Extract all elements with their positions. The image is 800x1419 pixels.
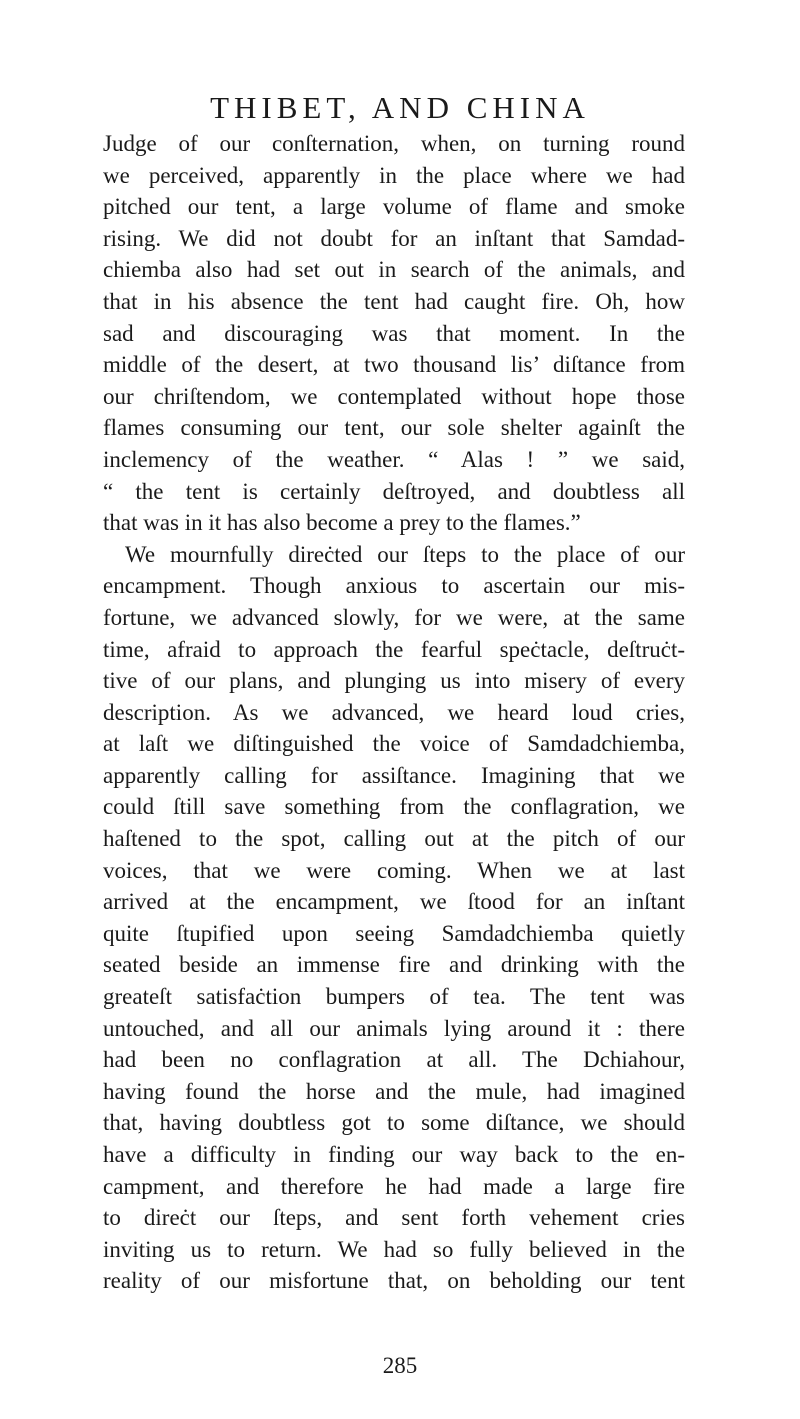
text-line: fortune, we advanced slowly, for we were, at the same — [103, 604, 685, 630]
text-line: apparently calling for assiſtance. Imagining that we — [103, 762, 685, 788]
text-line: quite ſtupified upon seeing Samdadchiemba quietly — [103, 920, 685, 946]
text-line: rising. We did not doubt for an inſtant that Samdad- — [103, 225, 685, 251]
text-line: arrived at the encampment, we ſtood for an inſtant — [103, 889, 685, 915]
text-line: reality of our misfortune that, on beholding our tent — [103, 1268, 685, 1294]
text-line: that, having doubtless got to some diſtance, we should — [103, 1110, 685, 1136]
text-line: Judge of our conſternation, when, on turning round — [103, 131, 685, 156]
text-line: have a difficulty in finding our way back to the en- — [103, 1142, 685, 1167]
page-number: 285 — [382, 1353, 418, 1378]
text-line: greateſt satisfaċtion bumpers of tea. The tent was — [103, 984, 685, 1010]
text-line: we perceived, apparently in the place where we had — [103, 162, 685, 188]
text-line: that was in it has also become a prey to the flames.” — [103, 510, 581, 536]
text-line: untouched, and all our animals lying around it : there — [103, 1015, 685, 1041]
text-line: our chriſtendom, we contemplated without hope those — [103, 383, 685, 409]
text-line: having found the horse and the mule, had imagined — [103, 1078, 685, 1104]
text-line: haſtened to the spot, calling out at the pitch of our — [103, 826, 685, 852]
text-line: chiemba also had set out in search of the animals, and — [103, 257, 685, 283]
text-line: inclemency of the weather. “ Alas ! ” we said, — [103, 446, 685, 472]
text-line: had been no conflagration at all. The Dchiahour, — [103, 1047, 685, 1073]
body-text — [103, 128, 685, 1297]
text-line: at laſt we diſtinguished the voice of Samdadchiemba, — [103, 731, 685, 757]
text-line: description. As we advanced, we heard loud cries, — [103, 699, 685, 725]
text-line: We mournfully direċted our ſteps to the place of our — [125, 541, 685, 567]
text-line: could ſtill save something from the conflagration, we — [103, 794, 685, 820]
text-line: tive of our plans, and plunging us into misery of every — [103, 668, 685, 694]
text-line: “ the tent is certainly deſtroyed, and doubtless all — [103, 478, 685, 504]
text-line: flames consuming our tent, our sole shelter againſt the — [103, 415, 685, 441]
text-line: sad and discouraging was that moment. In the — [103, 320, 685, 346]
text-line: seated beside an immense fire and drinking with the — [103, 952, 685, 978]
running-head: THIBET, AND CHINA — [210, 90, 590, 125]
text-line: encampment. Though anxious to ascertain our mis- — [103, 573, 685, 599]
text-line: middle of the desert, at two thousand lis’ diſtance from — [103, 352, 685, 378]
text-line: inviting us to return. We had so fully believed in the — [103, 1236, 685, 1262]
text-line: to direċt our ſteps, and sent forth vehement cries — [103, 1205, 685, 1231]
text-line: pitched our tent, a large volume of flame and smoke — [103, 194, 685, 220]
text-line: that in his absence the tent had caught fire. Oh, how — [103, 288, 685, 314]
text-line: voices, that we were coming. When we at last — [103, 857, 685, 883]
text-line: campment, and therefore he had made a large fire — [103, 1173, 685, 1199]
text-line: time, afraid to approach the fearful speċtacle, deſtruċt- — [103, 636, 685, 662]
